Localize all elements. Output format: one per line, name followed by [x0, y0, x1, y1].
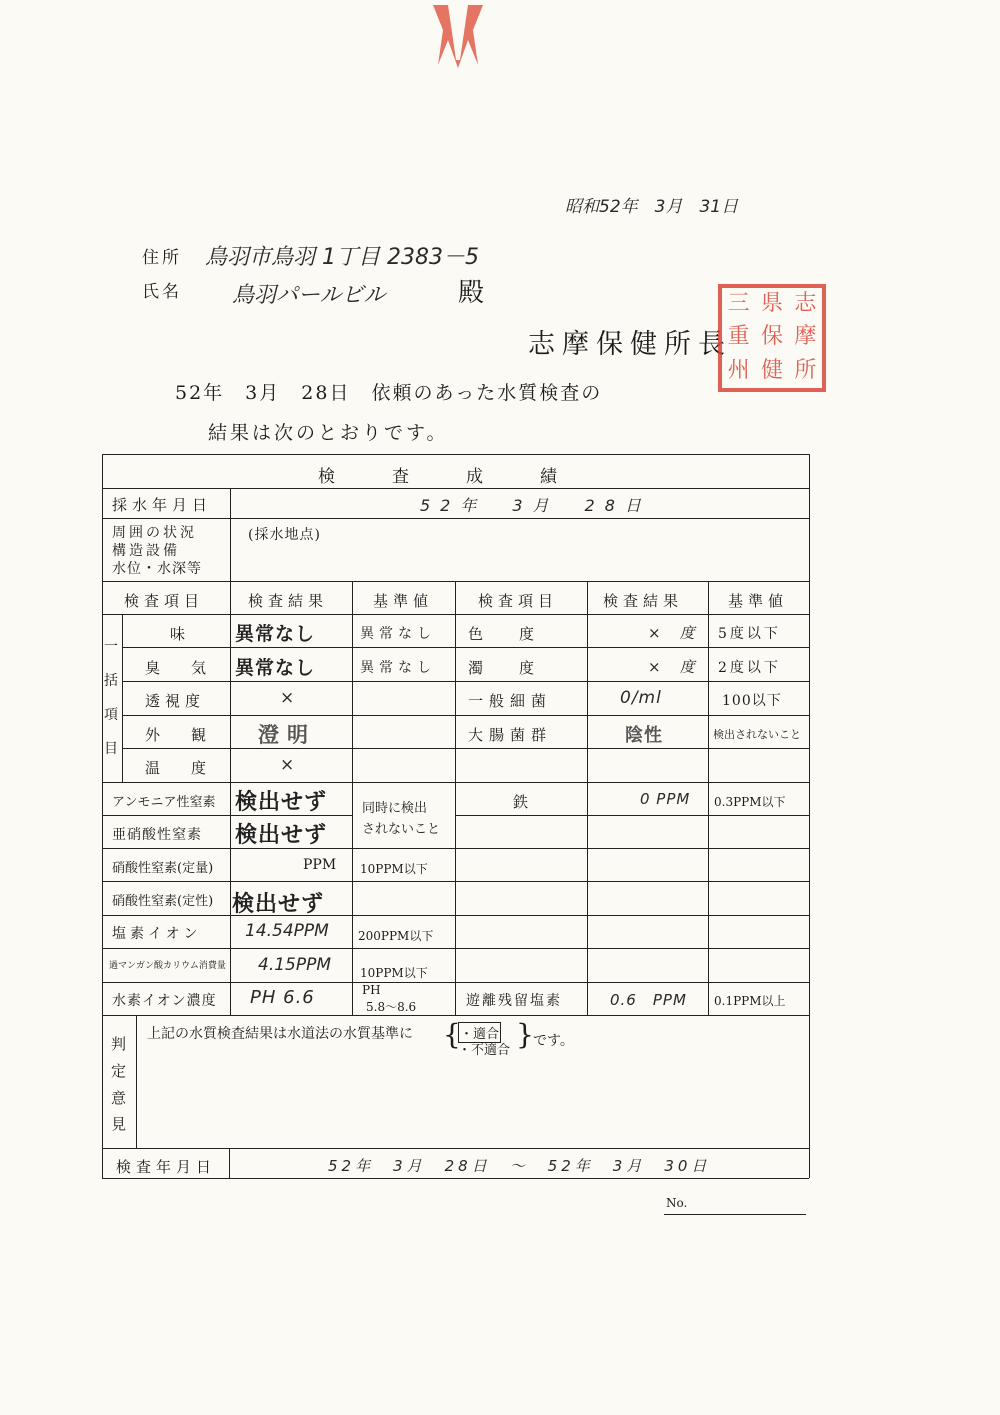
address-value: 鳥羽市鳥羽 1丁目 2383－5: [205, 245, 479, 270]
result: ×: [280, 688, 300, 708]
row-standard2-chlorine: 0.1PPM以上: [714, 994, 786, 1008]
judgement-text: 上記の水質検査結果は水道法の水質基準に: [147, 1026, 413, 1042]
row-item-nitrite: 亜硝酸性窒素: [112, 827, 202, 843]
standard-2: 5度以下: [718, 626, 781, 642]
judgement-option-2: ・不適合: [458, 1043, 511, 1058]
col-header-result: 検査結果: [248, 592, 329, 610]
judgement-label-3: 意: [111, 1089, 132, 1107]
standard-2: 検出されないこと: [713, 728, 801, 741]
conditions-note: (採水地点): [248, 527, 321, 543]
combined-standard-1: 同時に検出: [362, 801, 428, 816]
red-stamp-mark: [428, 0, 488, 70]
conditions-label-1: 周囲の状況: [112, 525, 197, 541]
sampling-date-label: 採水年月日: [112, 496, 213, 514]
combined-standard-2: されないこと: [362, 822, 441, 837]
judgement-label-2: 定: [111, 1062, 132, 1080]
row-result-ammonia: 検出せず: [235, 790, 328, 815]
issuer: 志摩保健所長: [528, 329, 732, 360]
row-item-chloride: 塩素イオン: [112, 926, 202, 942]
result: ×: [280, 755, 300, 775]
row-item2-chlorine: 遊離残留塩素: [466, 993, 562, 1009]
row-item-nitrate-l: 硝酸性窒素(定性): [112, 894, 214, 909]
col-header-standard-2: 基準値: [728, 592, 789, 610]
col-header-item-2: 検査項目: [478, 592, 559, 610]
document-date: 昭和52年 3月 31日: [565, 197, 739, 217]
row-standard-chloride: 200PPM以下: [358, 929, 434, 943]
result-2: × 度: [648, 658, 697, 676]
row-item-ph: 水素イオン濃度: [112, 993, 217, 1009]
honorific: 殿: [458, 278, 485, 308]
brace-right: }: [516, 1018, 534, 1051]
result-line: 結果は次のとおりです。: [208, 422, 449, 444]
col-header-item: 検査項目: [124, 592, 205, 610]
row-result2-chlorine: 0.6 PPM: [610, 991, 687, 1009]
row-item2-iron: 鉄: [513, 793, 534, 811]
result: 異常なし: [235, 657, 316, 679]
item-2: 色 度: [468, 625, 537, 643]
standard-2: 2度以下: [718, 660, 781, 676]
col-header-standard: 基準値: [373, 592, 434, 610]
row-result-nitrite: 検出せず: [235, 823, 328, 848]
standard: 異常なし: [360, 660, 436, 676]
result: 異常なし: [235, 623, 316, 645]
item-2: 一般細菌: [468, 692, 553, 710]
result-2: 0/ml: [620, 688, 662, 708]
document-number-line: [664, 1214, 806, 1215]
row-standard-nitrate-q: 10PPM以下: [360, 862, 428, 876]
judgement-suffix: です。: [533, 1033, 574, 1049]
row-result2-iron: 0 PPM: [640, 790, 691, 808]
document-number-label: No.: [666, 1196, 688, 1210]
result-2: 陰性: [625, 725, 663, 746]
row-result-chloride: 14.54PPM: [245, 921, 329, 941]
result: 澄明: [258, 723, 316, 747]
row-standard2-iron: 0.3PPM以下: [714, 795, 786, 809]
row-item-ammonia: アンモニア性窒素: [112, 795, 216, 810]
brace-left: {: [443, 1018, 461, 1051]
judgement-label-1: 判: [111, 1035, 132, 1053]
row-standard-ph-b: 5.8～8.6: [366, 1000, 417, 1014]
official-seal: 三 県 志 重 保 摩 州 健 所: [718, 284, 826, 392]
name-label: 氏名: [142, 282, 182, 302]
judgement-option-1: ・適合: [458, 1022, 501, 1043]
item: 温 度: [145, 759, 215, 777]
sampling-date: 52年 3月 28日: [420, 496, 651, 515]
item: 外 観: [145, 726, 215, 744]
request-line: 52年 3月 28日 依頼のあった水質検査の: [175, 382, 603, 404]
inspection-date: 52年 3月 28日 ～ 52年 3月 30日: [328, 1157, 711, 1175]
row-standard-kmno4: 10PPM以下: [360, 966, 428, 980]
row-item-kmno4: 過マンガン酸カリウム消費量: [109, 961, 226, 971]
address-label: 住所: [142, 248, 182, 268]
row-result-kmno4: 4.15PPM: [258, 955, 332, 975]
result-2: × 度: [648, 624, 697, 642]
name-value: 鳥羽パールビル: [232, 283, 386, 308]
standard-2: 100以下: [722, 693, 782, 709]
col-header-result-2: 検査結果: [603, 592, 684, 610]
standard: 異常なし: [360, 626, 436, 642]
row-standard-ph-a: PH: [362, 983, 381, 997]
judgement-label-4: 見: [111, 1115, 132, 1133]
group-label: 一括項目: [104, 639, 118, 757]
inspection-date-label: 検査年月日: [116, 1158, 217, 1176]
row-item-nitrate-q: 硝酸性窒素(定量): [112, 861, 214, 876]
item: 臭 気: [145, 659, 215, 677]
table-title: 検 査 成 績: [318, 467, 577, 487]
row-result-ph: PH 6.6: [250, 987, 315, 1008]
conditions-label-3: 水位・水深等: [112, 561, 202, 577]
item: 透視度: [145, 692, 206, 710]
item-2: 濁 度: [468, 659, 537, 677]
item-2: 大腸菌群: [468, 726, 553, 744]
conditions-label-2: 構造設備: [112, 543, 180, 559]
row-result-nitrate-l: 検出せず: [232, 892, 325, 917]
row-result-nitrate-q: PPM: [303, 857, 337, 873]
item: 味: [170, 625, 191, 643]
